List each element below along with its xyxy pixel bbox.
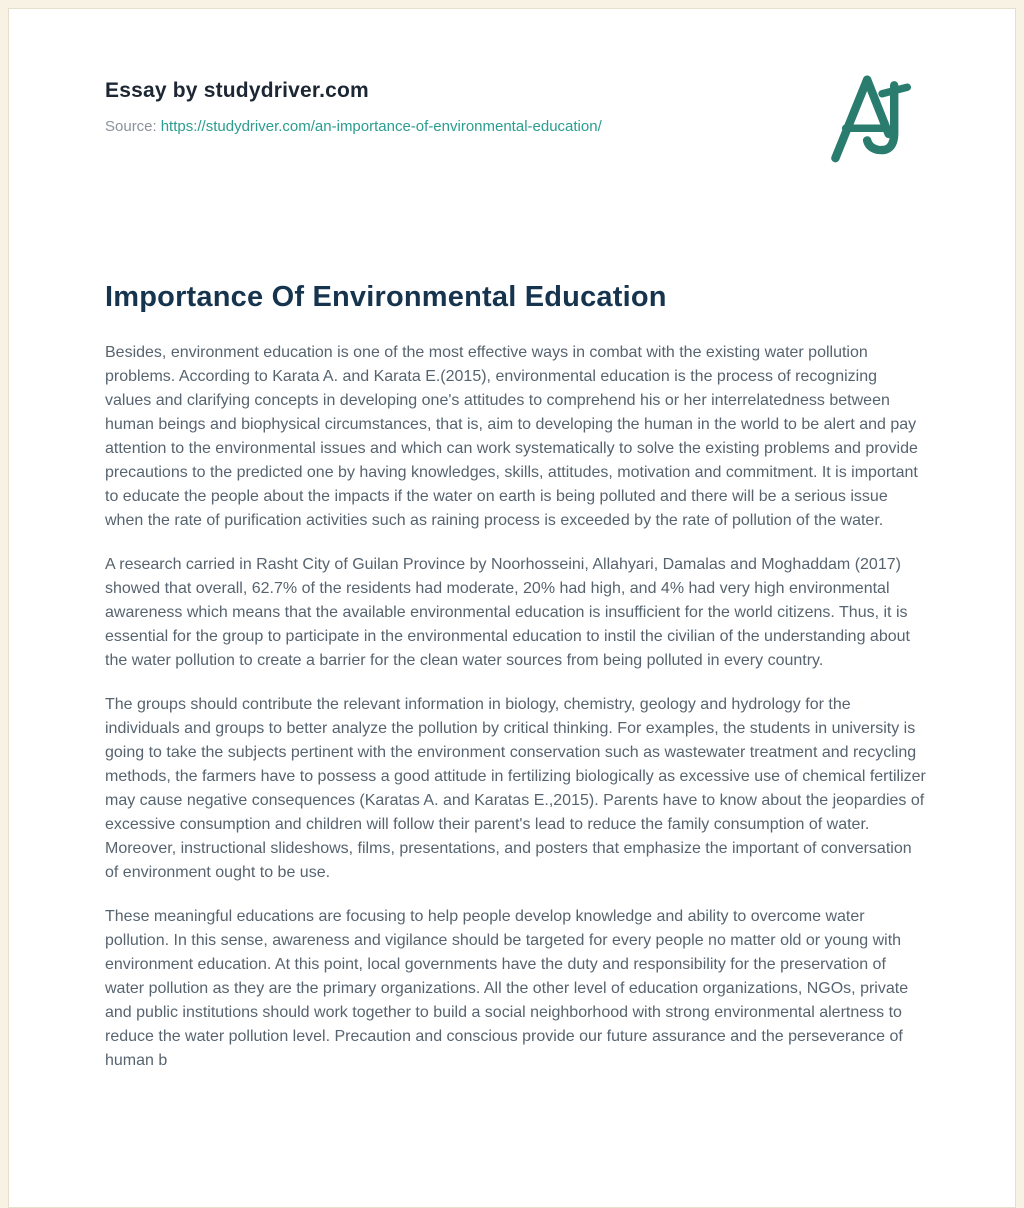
essay-byline: Essay by studydriver.com bbox=[105, 79, 369, 102]
essay-content bbox=[9, 9, 1015, 1133]
source-label: Source: bbox=[105, 118, 157, 135]
essay-paragraph-3: The groups should contribute the relevant information in biology, chemistry, geology and hydrology for the individuals and groups to better analyze the pollution by critical thinking. For examples, the students in university is going to take the subjects pertinent with the environment conservation such as wastewater treatment and recycling methods, the farmers have to possess a good attitude in fertilizing biologically as excessive use of chemical fertilizer may cause negative consequences (Karatas A. and Karatas E.,2015). Parents have to know about the jeopardies of excessive consumption and children will follow their parent's lead to reduce the family consumption of water. Moreover, instructional slideshows, films, presentations, and posters that emphasize the important of conversation of environment ought to be use. bbox=[105, 696, 926, 881]
source-link[interactable]: https://studydriver.com/an-importance-of-environmental-education/ bbox=[160, 118, 602, 135]
essay-paragraph-1: Besides, environment education is one of the most effective ways in combat with the existing water pollution problems. According to Karata A. and Karata E.(2015), environmental education is the process of recognizing values and clarifying concepts in developing one's attitudes to comprehend his or her interrelatedness between human beings and biophysical circumstances, that is, aim to developing the human in the world to be alert and pay attention to the environmental issues and which can work systematically to solve the existing problems and provide precautions to the predicted one by having knowledges, skills, attitudes, motivation and commitment. It is important to educate the people about the impacts if the water on earth is being polluted and there will be a serious issue when the rate of purification activities such as raining process is exceeded by the rate of pollution of the water. bbox=[105, 344, 918, 529]
source-line bbox=[105, 118, 602, 135]
essay-paragraph-2: A research carried in Rasht City of Guilan Province by Noorhosseini, Allahyari, Damalas and Moghaddam (2017) showed that overall, 62.7% of the residents had moderate, 20% had high, and 4% had very high environmental awareness which means that the available environmental education is insufficient for the world citizens. Thus, it is essential for the group to participate in the environmental education to instil the civilian of the understanding about the water pollution to create a barrier for the clean water sources from being polluted in every country. bbox=[105, 556, 910, 669]
essay-paragraph-4: These meaningful educations are focusing to help people develop knowledge and ability to overcome water pollution. In this sense, awareness and vigilance should be targeted for every people no matter old or young with environment education. At this point, local governments have the duty and responsibility for the preservation of water pollution as they are the primary organizations. All the other level of education organizations, NGOs, private and public institutions should work together to build a social neighborhood with strong environmental alertness to reduce the water pollution level. Precaution and conscious provide our future assurance and the perseverance of human b bbox=[105, 908, 909, 1069]
essay-card bbox=[8, 8, 1016, 1208]
header-text-block bbox=[105, 69, 602, 135]
essay-title: Importance Of Environmental Education bbox=[105, 281, 667, 313]
essay-header bbox=[105, 69, 927, 165]
studydriver-logo-icon bbox=[827, 71, 911, 165]
